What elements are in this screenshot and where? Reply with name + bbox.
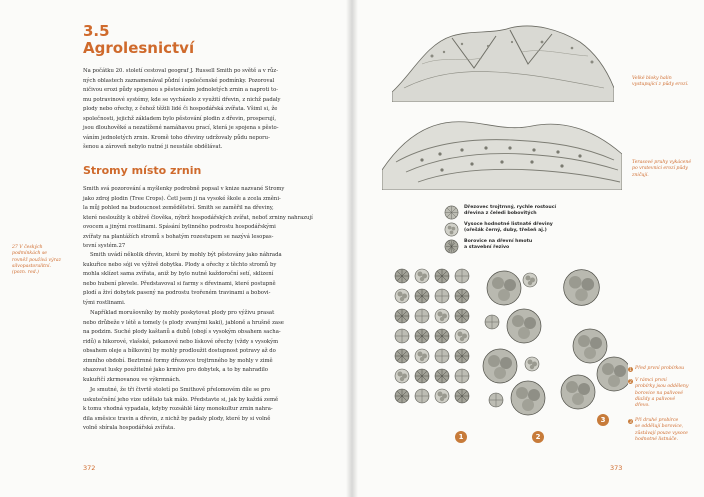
text-line: nebo drůbeže v létě a tomely (s plody zvanými kaki), jabloně a hrušně zase: [83, 319, 284, 326]
text-line: tými rostlinami.: [83, 299, 126, 306]
text-line: plody nebo ořechy, z čehož těžili lidé či hospodářská zvířata. Všiml si, že: [83, 106, 278, 113]
caption-line: po vrstevnici erozí půdy: [632, 166, 688, 172]
text-line: Například morušovníky by mohly poskytovat plody pro výživu prasat: [90, 310, 275, 316]
legend-line: Dřezovec trojtrnný, rychle rostoucí: [464, 205, 557, 210]
paragraph-2: [83, 185, 315, 252]
caption-line: zničují.: [632, 172, 649, 178]
text-line: Na počátku 20. století cestoval geograf J. Russell Smith po světě a v růz-: [83, 68, 278, 74]
text-line: mohla sklízet sama zvířata, aniž by bylo nutné každoroční setí, sklizení: [83, 271, 274, 278]
panel-1-grid: [395, 269, 469, 403]
step-text-1: [635, 366, 684, 372]
step-line: V rámci první: [635, 378, 667, 383]
legend-line: Borovice na dřevní hmotu: [464, 239, 533, 244]
text-line: k tomu vhodná vypadala, kdyby rozsáhlé lány monokultur zrnin nahra-: [83, 406, 273, 413]
caption-line: vystupující z půdy erozí.: [632, 82, 689, 88]
text-line: shazovat lusky použitelné jako krmivo pro dobytek, a to by nahradilo: [83, 367, 268, 374]
legend-line: a stavební řezivo: [464, 245, 510, 250]
caption-top: [632, 76, 688, 89]
intro-paragraph: [83, 67, 315, 153]
text-line: kukuřičí zkrmovanou ve výkrmnách.: [83, 376, 181, 383]
text-line: uskutečnění jeho vize udělalo tak málo. Představte si, jak by každá země: [83, 396, 279, 403]
step-dot-3: 3: [629, 419, 632, 424]
step-line: dlaždy a palivové: [635, 396, 676, 402]
caption-middle: [632, 160, 691, 179]
text-line: jako zdroj plodin (Tree Crops). Četl jsem ji na vysoké škole a zcela změni-: [83, 195, 281, 202]
sidenote-line: podmínkách se: [12, 251, 48, 257]
panel-3-mature: [561, 270, 628, 409]
text-line: váním jednoletých zrnin. Kromě toho dřeviny udržovaly půdu neporu-: [83, 134, 270, 141]
step-line: probírky jsou odděleny: [635, 384, 689, 390]
text-line: ničivou erozi půdy spojenou s pěstováním jednoletých zrnin a naproti to-: [83, 87, 279, 94]
text-line: dila směsice travin a dřevin, z nichž by padaly plody, které by si volně: [83, 415, 271, 422]
text-line: volně sbírala hospodářská zvířata.: [83, 425, 176, 432]
right-page: [352, 0, 704, 497]
section-title: Agrolesnictví: [83, 39, 195, 57]
panel-2-thinned: [483, 271, 545, 415]
step-line: dřevo.: [635, 403, 650, 409]
honey-locust-tree-icon: [444, 205, 459, 220]
panel-label-1: 1: [455, 431, 467, 443]
paragraph-4: [83, 309, 315, 385]
step-line: zůstávají pouze vysoce: [635, 430, 688, 436]
text-line: které nesloužily k obživě člověka, nýbrž hospodářských zvířat, neboť zrniny nahrazují: [83, 214, 313, 221]
text-line: zvířaty na plantážích stromů s bohatým rozestupem se nazývá lesopas-: [83, 233, 274, 240]
panel-label-2: 2: [532, 431, 544, 443]
eroded-hillside-illustration: [392, 22, 614, 102]
text-line: společnosti, jejichž základem bylo pěstování plodin z dřevin, prosperují,: [83, 115, 277, 122]
step-dot-2: 2: [629, 379, 632, 384]
text-line: la můj pohled na budoucnost zemědělství. Smith se zaměřil na dřeviny,: [83, 205, 274, 212]
step-line: Před první probírkou: [635, 366, 685, 371]
page-number-left: 372: [83, 464, 96, 472]
legend-text-pine: [464, 239, 532, 251]
text-line: nebo hubení plevele. Představoval si farmy s dřevinami, které postupně: [83, 280, 276, 287]
legend-line: Vysoce hodnotné listnaté dřeviny: [464, 222, 553, 227]
step-line: borovice na palivové: [635, 390, 683, 396]
panel-label-3: 3: [597, 414, 609, 426]
subheading: Stromy místo zrnin: [83, 164, 202, 177]
text-line: tevní systém.27: [83, 243, 126, 250]
text-line: obsahem oleje a bílkovin) by mohly prodloužit dostupnost potravy až do: [83, 348, 276, 355]
text-line: ridů) a hikorové, vlašské, pekanové nebo lískové ořechy (vždy s vysokým: [83, 338, 279, 345]
tree-plantation-plan-panels: [392, 266, 628, 424]
sidenote-line: rovněž používá výraz: [12, 257, 62, 263]
pine-tree-icon: [444, 239, 459, 254]
caption-line: Terasové pruhy vykácené: [632, 160, 692, 165]
step-text-2: [635, 378, 688, 409]
text-line: plodí a živí dobytek pasený na podrostu tvořeném travinami a bobovi-: [83, 290, 271, 297]
text-line: kukuřice nebo sóji ve výživě dobytka. Plody a ořechy z těchto stromů by: [83, 261, 277, 268]
nut-tree-icon: [444, 222, 459, 237]
step-text-3: [635, 418, 688, 443]
text-line: Je smutné, že tři čtvrtě století po Smithově přelomovém díle se pro: [90, 387, 271, 393]
text-line: Smith svá pozorování a myšlenky podrobně popsal v knize nazvané Stromy: [83, 186, 285, 192]
sidenote: [12, 245, 74, 276]
legend-text-hardwood: [464, 222, 553, 234]
text-line: šenou a zároveň nebylo nutné ji neustále obdělávat.: [83, 144, 223, 151]
text-line: na podzim. Suché plody kaštanů a dubů (obojí s vysokým obsahem sacha-: [83, 329, 281, 336]
sidenote-line: (pozn. red.): [12, 270, 39, 276]
sidenote-line: silvopastoralitní.: [12, 263, 51, 269]
sidenote-line: 27 V českých: [12, 245, 43, 250]
paragraph-3: [83, 251, 315, 308]
text-line: zimního období. Beztrnné formy dřezovce trojtrnného by mohly v zimě: [83, 357, 273, 364]
legend-row-pine: [444, 238, 614, 260]
text-line: ovocem a jinými rostlinami. Spásání bylinného podrostu hospodářskými: [83, 224, 276, 231]
step-line: se oddělují borovice,: [635, 424, 684, 430]
section-number: 3.5: [83, 22, 110, 40]
text-line: mu potravinové systémy, kde se vycházelo z využití dřevin, z nichž padaly: [83, 96, 281, 103]
text-line: ných oblastech zaznamenával půdní i společenské podmínky. Pozoroval: [83, 77, 275, 84]
step-line: hodnotné listnáče.: [635, 436, 678, 442]
paragraph-5: [83, 386, 315, 434]
terraced-hillside-illustration: [382, 110, 622, 190]
text-line: Smith uvádí několik dřevin, které by mohly být pěstovány jako náhrada: [90, 252, 282, 258]
text-line: jsou dlouhověké a nezatížené namáhavou prací, která je spojena s pěsto-: [83, 125, 279, 132]
step-line: Při druhé probírce: [635, 418, 679, 423]
legend-line: dřevina z čeledi bobovitých: [464, 211, 537, 216]
legend-text-honey-locust: [464, 205, 556, 217]
step-dot-1: 1: [629, 367, 632, 372]
page-number-right: 373: [610, 464, 623, 472]
book-gutter: [346, 0, 358, 497]
legend-line: (ořešák černý, duby, třešeň aj.): [464, 228, 547, 233]
caption-line: Velké bloky halin: [632, 76, 672, 81]
